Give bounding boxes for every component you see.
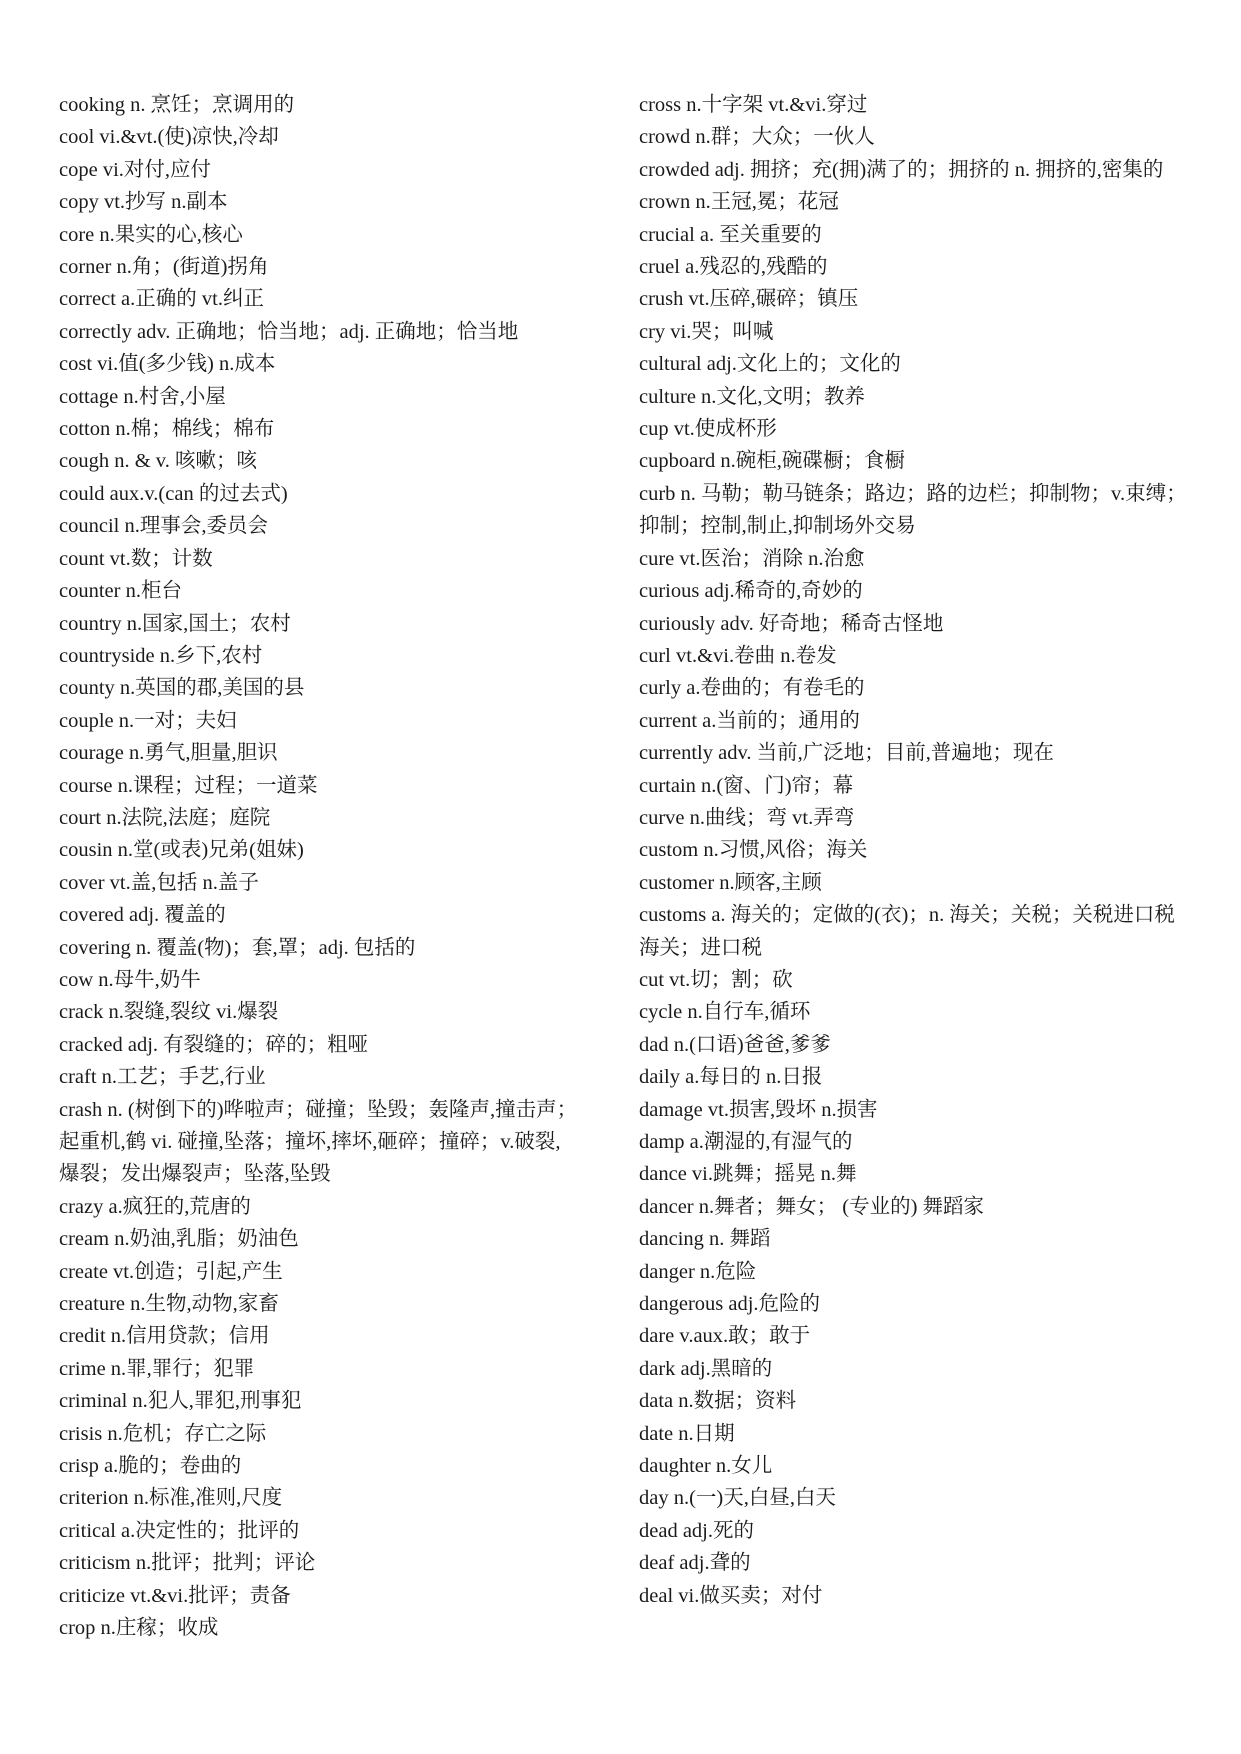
vocab-entry: cousin n.堂(或表)兄弟(姐妹) xyxy=(59,839,304,862)
vocab-entry: daily a.每日的 n.日报 xyxy=(639,1066,823,1089)
vocab-entry: cry vi.哭；叫喊 xyxy=(639,320,774,343)
vocab-entry: deaf adj.聋的 xyxy=(639,1552,751,1575)
vocab-entry: custom n.习惯,风俗；海关 xyxy=(639,839,868,862)
vocab-entry: cooking n. 烹饪；烹调用的 xyxy=(59,94,295,116)
vocab-entry: country n.国家,国土；农村 xyxy=(59,612,291,635)
vocab-entry: cough n. & v. 咳嗽；咳 xyxy=(59,450,257,473)
vocab-entry: dangerous adj.危险的 xyxy=(639,1293,821,1316)
vocab-entry: cool vi.&vt.(使)凉快,冷却 xyxy=(59,126,279,149)
vocab-entry: dancer n.舞者；舞女； (专业的) 舞蹈家 xyxy=(639,1195,985,1218)
vocab-entry: date n.日期 xyxy=(639,1422,735,1445)
right-column xyxy=(639,89,1194,1612)
vocab-entry: crowd n.群；大众；一伙人 xyxy=(639,126,875,149)
vocab-entry: critical a.决定性的；批评的 xyxy=(59,1519,300,1542)
vocab-entry: crucial a. 至关重要的 xyxy=(639,223,822,246)
vocab-entry: cope vi.对付,应付 xyxy=(59,158,212,181)
vocab-entry: current a.当前的；通用的 xyxy=(639,709,860,732)
vocab-entry: crisp a.脆的；卷曲的 xyxy=(59,1455,242,1478)
vocab-entry: count vt.数；计数 xyxy=(59,547,213,570)
vocab-entry: cycle n.自行车,循环 xyxy=(639,1001,811,1024)
vocab-entry: danger n.危险 xyxy=(639,1260,757,1283)
vocab-entry: crazy a.疯狂的,荒唐的 xyxy=(59,1195,251,1218)
vocab-entry: craft n.工艺；手艺,行业 xyxy=(59,1066,266,1089)
vocab-entry: cupboard n.碗柜,碗碟橱；食橱 xyxy=(639,450,905,473)
vocab-entry: daughter n.女儿 xyxy=(639,1455,773,1478)
vocab-entry: dark adj.黑暗的 xyxy=(639,1357,773,1380)
vocab-entry: cost vi.值(多少钱) n.成本 xyxy=(59,353,276,376)
vocab-entry: dad n.(口语)爸爸,爹爹 xyxy=(639,1033,831,1056)
vocab-entry: courage n.勇气,胆量,胆识 xyxy=(59,742,278,765)
vocab-entry: creature n.生物,动物,家畜 xyxy=(59,1293,279,1316)
vocab-entry: culture n.文化,文明；教养 xyxy=(639,385,866,408)
vocab-entry: crowded adj. 拥挤；充(拥)满了的；拥挤的 n. 拥挤的,密集的 xyxy=(639,158,1164,181)
vocab-entry: countryside n.乡下,农村 xyxy=(59,644,263,667)
vocab-entry: corner n.角；(街道)拐角 xyxy=(59,256,269,279)
vocab-entry: create vt.创造；引起,产生 xyxy=(59,1260,283,1283)
vocab-entry: cover vt.盖,包括 n.盖子 xyxy=(59,871,259,894)
vocab-entry: covering n. 覆盖(物)；套,罩；adj. 包括的 xyxy=(59,936,416,959)
vocab-entry: criminal n.犯人,罪犯,刑事犯 xyxy=(59,1390,302,1413)
vocab-entry: criticism n.批评；批判；评论 xyxy=(59,1552,316,1575)
vocab-entry: deal vi.做买卖；对付 xyxy=(639,1584,823,1607)
vocab-entry: couple n.一对；夫妇 xyxy=(59,709,237,732)
vocab-entry: cottage n.村舍,小屋 xyxy=(59,385,226,408)
vocab-entry: cut vt.切；割；砍 xyxy=(639,968,793,991)
vocab-entry: cup vt.使成杯形 xyxy=(639,418,777,441)
vocab-entry: curl vt.&vi.卷曲 n.卷发 xyxy=(639,644,837,667)
vocab-entry: cultural adj.文化上的；文化的 xyxy=(639,353,901,376)
vocab-entry: correct a.正确的 vt.纠正 xyxy=(59,288,264,311)
vocab-entry: curtain n.(窗、门)帘；幕 xyxy=(639,774,854,797)
vocab-entry: curly a.卷曲的；有卷毛的 xyxy=(639,677,865,700)
vocab-entry: crop n.庄稼；收成 xyxy=(59,1617,219,1640)
vocab-entry: cow n.母牛,奶牛 xyxy=(59,968,201,991)
vocab-entry: copy vt.抄写 n.副本 xyxy=(59,191,228,214)
vocab-entry: cruel a.残忍的,残酷的 xyxy=(639,256,828,279)
vocab-entry: dare v.aux.敢；敢于 xyxy=(639,1325,811,1348)
vocab-entry: counter n.柜台 xyxy=(59,580,182,603)
left-column xyxy=(59,89,579,1645)
vocab-entry: county n.英国的郡,美国的县 xyxy=(59,677,305,700)
vocab-entry: course n.课程；过程；一道菜 xyxy=(59,774,318,797)
vocab-entry: currently adv. 当前,广泛地；目前,普遍地；现在 xyxy=(639,742,1054,765)
vocab-entry: data n.数据；资料 xyxy=(639,1390,797,1413)
vocab-entry: curb n. 马勒；勒马链条；路边；路的边栏；抑制物；v.束缚；抑制；控制,制止,抑制场外交易 xyxy=(639,482,1187,538)
vocab-entry: criterion n.标准,准则,尺度 xyxy=(59,1487,283,1510)
vocab-entry: curiously adv. 好奇地；稀奇古怪地 xyxy=(639,612,944,635)
vocab-entry: cracked adj. 有裂缝的；碎的；粗哑 xyxy=(59,1033,369,1056)
vocab-entry: crush vt.压碎,碾碎；镇压 xyxy=(639,288,859,311)
vocab-entry: curve n.曲线；弯 vt.弄弯 xyxy=(639,806,855,829)
vocab-entry: cure vt.医治；消除 n.治愈 xyxy=(639,547,865,570)
vocab-entry: dancing n. 舞蹈 xyxy=(639,1228,771,1251)
vocab-entry: core n.果实的心,核心 xyxy=(59,223,243,246)
vocab-entry: correctly adv. 正确地；恰当地；adj. 正确地；恰当地 xyxy=(59,320,519,343)
vocab-entry: court n.法院,法庭；庭院 xyxy=(59,806,271,829)
vocab-entry: cotton n.棉；棉线；棉布 xyxy=(59,418,275,441)
vocab-entry: crime n.罪,罪行；犯罪 xyxy=(59,1357,255,1380)
vocab-entry: criticize vt.&vi.批评；责备 xyxy=(59,1584,291,1607)
vocab-entry: damp a.潮湿的,有湿气的 xyxy=(639,1131,853,1153)
vocab-entry: council n.理事会,委员会 xyxy=(59,515,268,538)
vocab-entry: customer n.顾客,主顾 xyxy=(639,871,822,894)
vocab-entry: curious adj.稀奇的,奇妙的 xyxy=(639,580,863,603)
vocab-entry: dance vi.跳舞；摇晃 n.舞 xyxy=(639,1163,857,1186)
vocab-entry: credit n.信用贷款；信用 xyxy=(59,1325,270,1348)
vocab-entry: day n.(一)天,白昼,白天 xyxy=(639,1487,837,1510)
vocab-entry: customs a. 海关的；定做的(衣)；n. 海关；关税；关税进口税海关；进口税 xyxy=(639,904,1175,959)
vocab-entry: crown n.王冠,冕；花冠 xyxy=(639,191,839,214)
vocab-entry: crash n. (树倒下的)哗啦声；碰撞；坠毁；轰隆声,撞击声；起重机,鹤 vi. 碰撞,坠落；撞坏,摔坏,砸碎；撞碎；v.破裂,爆裂；发出爆裂声；坠落,坠毁 xyxy=(59,1098,578,1186)
vocab-entry: crisis n.危机；存亡之际 xyxy=(59,1422,267,1445)
vocab-entry: damage vt.损害,毁坏 n.损害 xyxy=(639,1098,878,1121)
vocab-entry: cream n.奶油,乳脂；奶油色 xyxy=(59,1228,299,1251)
vocab-entry: crack n.裂缝,裂纹 vi.爆裂 xyxy=(59,1001,279,1024)
vocab-entry: cross n.十字架 vt.&vi.穿过 xyxy=(639,94,868,116)
vocab-entry: dead adj.死的 xyxy=(639,1519,754,1542)
vocab-entry: covered adj. 覆盖的 xyxy=(59,904,226,927)
vocab-entry: could aux.v.(can 的过去式) xyxy=(59,482,288,505)
